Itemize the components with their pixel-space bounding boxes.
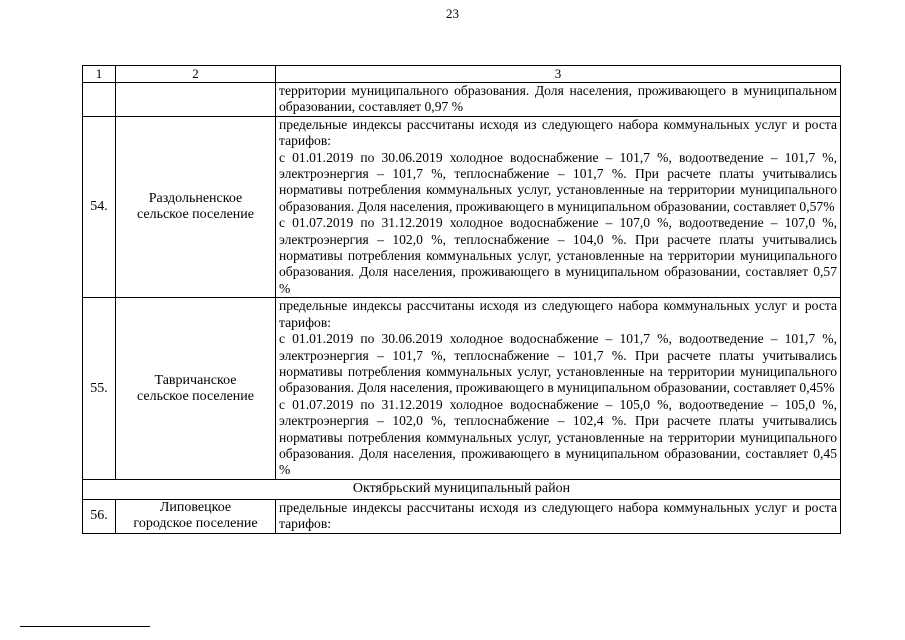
description-intro: предельные индексы рассчитаны исходя из следующего набора коммунальных услуг и роста тарифов: xyxy=(279,116,837,149)
column-header-2: 2 xyxy=(116,66,276,83)
settlement-name-line2: сельское поселение xyxy=(137,207,254,223)
table-row-continuation xyxy=(83,83,841,117)
description-intro: предельные индексы рассчитаны исходя из следующего набора коммунальных услуг и роста тарифов: xyxy=(279,499,837,532)
column-header-1: 1 xyxy=(83,66,116,83)
district-row xyxy=(83,479,841,499)
settlement-name-line1: Раздольненское xyxy=(148,191,243,207)
footnote-separator xyxy=(20,626,150,627)
settlement-name-line2: городское поселение xyxy=(133,516,258,532)
table-header-row xyxy=(83,66,841,83)
district-heading: Октябрьский муниципальный район xyxy=(83,479,841,499)
settlement-name-line1: Тавричанское xyxy=(154,372,237,388)
description-cell xyxy=(276,83,841,117)
row-number-cell: 55. xyxy=(83,298,116,479)
description-cell xyxy=(276,116,841,297)
settlement-name-cell xyxy=(116,298,276,479)
description-cell xyxy=(276,298,841,479)
description-period-2: с 01.07.2019 по 31.12.2019 холодное водоснабжение – 107,0 %, водоотведение – 107,0 %, электроэнергия – 102,0 %, теплоснабжение – 104,0 %. При расчете платы учитывались нормативы потребления коммунальных услуг, установленные на территории муниципального образования. Доля населения, проживающего в муниципальном образовании, составляет 0,57 % xyxy=(279,215,837,296)
settlement-name-cell xyxy=(116,83,276,117)
row-number-cell: 54. xyxy=(83,116,116,297)
description-cell xyxy=(276,499,841,533)
continuation-text: территории муниципального образования. Доля населения, проживающего в муниципальном образовании, составляет 0,97 % xyxy=(279,83,837,115)
table-row-56 xyxy=(83,499,841,533)
settlement-name-cell xyxy=(116,499,276,533)
description-intro: предельные индексы рассчитаны исходя из следующего набора коммунальных услуг и роста тарифов: xyxy=(279,298,837,330)
table-row-55 xyxy=(83,298,841,479)
settlement-name-line2: сельское поселение xyxy=(137,388,254,404)
description-period-2: с 01.07.2019 по 31.12.2019 холодное водоснабжение – 105,0 %, водоотведение – 105,0 %, электроэнергия – 102,0 %, теплоснабжение – 102,4 %. При расчете платы учитывались нормативы потребления коммунальных услуг, установленные на территории муниципального образования. Доля населения, проживающего в муниципальном образовании, составляет 0,45 % xyxy=(279,396,837,478)
page-number: 23 xyxy=(446,6,459,21)
row-number-cell xyxy=(83,83,116,117)
description-period-1: с 01.01.2019 по 30.06.2019 холодное водоснабжение – 101,7 %, водоотведение – 101,7 %, электроэнергия – 101,7 %, теплоснабжение – 101,7 %. При расчете платы учитывались нормативы потребления коммунальных услуг, установленные на территории муниципального образования. Доля населения, проживающего в муниципальном образовании, составляет 0,45% xyxy=(279,331,837,396)
table-row-54 xyxy=(83,116,841,297)
settlement-name-line1: Липовецкое xyxy=(159,500,232,516)
column-header-3: 3 xyxy=(276,66,841,83)
description-period-1: с 01.01.2019 по 30.06.2019 холодное водоснабжение – 101,7 %, водоотведение – 101,7 %, электроэнергия – 101,7 %, теплоснабжение – 101,7 %. При расчете платы учитывались нормативы потребления коммунальных услуг, установленные на территории муниципального образования. Доля населения, проживающего в муниципальном образовании, составляет 0,57% xyxy=(279,149,837,214)
row-number-cell: 56. xyxy=(83,499,116,533)
settlement-name-cell xyxy=(116,116,276,297)
tariff-table xyxy=(82,65,841,534)
